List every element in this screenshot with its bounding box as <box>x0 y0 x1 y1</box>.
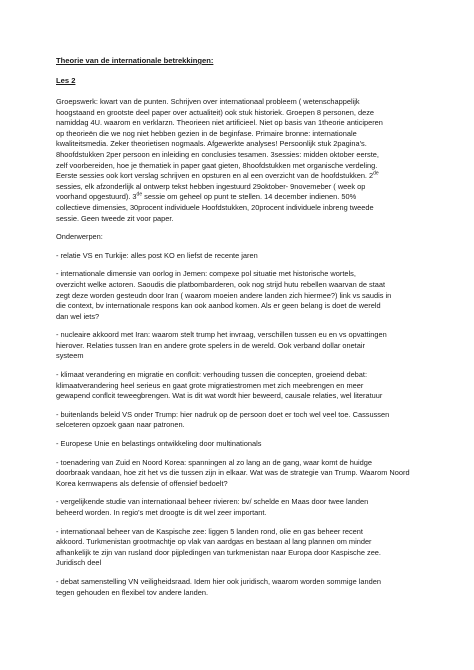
subjects-heading: Onderwerpen: <box>56 232 103 242</box>
subject-item-rivieren: - vergelijkende studie van internationaal beheer rivieren: bv/ schelde en Maas door twee landen beheerd worden. In regio's met droogte is dit wel zeer important. <box>56 497 369 517</box>
document-title: Theorie van de internationale betrekkingen: <box>56 56 214 65</box>
superscript-de-1: de <box>373 170 379 177</box>
subject-item-jemen: - internationale dimensie van oorlog in Jemen: compexe pol situatie met historische wortels, overzicht welke actoren. Saoudis die platbombarderen, ook nog strijd hutu rebellen waarvan de staat zegt deze worden gesteudn door Iran ( waarom moeien andere landen zich hiermee?) link vs saudis in die context, bv internationale respons kan ook aanbod komen. Als er geen belang is doet de wereld dan wel iets? <box>56 269 392 321</box>
superscript-de-2: de <box>136 191 143 198</box>
subject-item-buitenlands-beleid-vs: - buitenlands beleid VS onder Trump: hier nadruk op de persoon doet er toch wel veel toe. Cassussen selceteren opzoek gaan naar patronen. <box>56 409 390 430</box>
subject-item-vn-veiligheidsraad: - debat samenstelling VN veiligheidsraad. Idem hier ook juridisch, waarom worden sommige landen tegen gehouden en flexibel tov andere landen. <box>56 576 381 597</box>
intro-text-part-1: Groepswerk: kwart van de punten. Schrijven over internationaal probleem ( wetenschappelijk hoogstaand en grootste deel paper over actualiteit) ook stuk historiek. Groepen 8 personen, deze namiddag 4U. waarom en verklarzn. Theorieen niet artificieel. Niet op basis van 1theorie anticiperen op theorieën die we nog niet hebben gezien in de beginfase. Primaire bronne: internationale kwaliteitsmedia. Zeker theorietisen nogmaals. Afgewerkte analyses! Persoonlijk stuk 2pagina's. 8hoofdstukken 2per persoon en inleiding en conclusies tesamen. 3sessies: midden oktober eerste, zelf voorbereiden, hoe je thematiek in paper gaat gieten, 8hoofdstukken met organische verdeling. Eerste sessies ook kort verslag schrijven en opsturen en al een overzicht van de hoofdstukken. 2 <box>56 97 383 181</box>
subject-item-kaspische-zee: - internationaal beheer van de Kaspische zee: liggen 5 landen rond, olie en gas beheer recent akkoord. Turkmenistan grootmachtje op vlak van aardgas en bestaan al lang plannen om minder afhankelijk te zijn van rusland door pijpledingen van turkmenistan naar Europa door Kaspische zee. Juridisch deel <box>56 526 381 568</box>
subjects-list <box>56 251 424 598</box>
intro-paragraph <box>56 97 424 224</box>
subject-item-eu-belastingen: - Europese Unie en belastings ontwikkeling door multinationals <box>56 439 262 449</box>
intro-text-part-2: sessies, elk afzonderlijk al ontwerp tekst hebben ingestuurd 29oktober- 9novemeber ( week op voorhand opgestuurd). 3 <box>56 181 366 202</box>
subject-item-korea: - toenadering van Zuid en Noord Korea: spanningen al zo lang an de gang, waar komt de huidge doorbraak vandaan, hoe zit het vs die tussen zijn in elkaar. Wat was de strategie van Trump. Waarom Noord Korea kernwapens als defensie of offensief bedoelt? <box>56 457 410 488</box>
intro-text-part-3: sessie om geheel op punt te stellen. 14 december indienen. 50% collectieve dimensies, 30procent individuele Hoofdstukken, 20procent individuele inbreng tweede sessie. Geen tweede zit voor paper. <box>56 192 374 223</box>
subject-item-iran-akkoord: - nucleaire akkoord met Iran: waarom stelt trump het invraag, verschillen tussen eu en vs opvattingen hierover. Relaties tussen Iran en andere grote spelers in de wereld. Ook verband dollar onetair systeem <box>56 330 387 361</box>
lesson-heading: Les 2 <box>56 76 76 85</box>
subject-item-klimaat-migratie: - klimaat verandering en migratie en conflcit: verhouding tussen die concepten, groeiend debat: klimaatverandering heel serieus en gaat grote migratiestromen met zich meebrengen en meer gewapend conflcit teweegbrengen. Wat is dit wat wordt hier beweerd, causale relaties, wel literatuur <box>56 370 383 401</box>
subject-item-vs-turkije: - relatie VS en Turkije: alles post KO en liefst de recente jaren <box>56 250 258 260</box>
